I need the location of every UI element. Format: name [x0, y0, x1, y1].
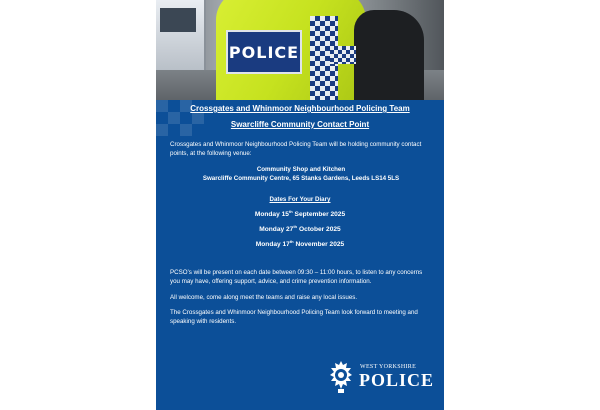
- date-item: Monday 27th October 2025: [259, 224, 341, 233]
- poster: [156, 0, 444, 410]
- logo-main-text: POLICE: [359, 370, 435, 390]
- team-title: Crossgates and Whinmoor Neighbourhood Policing Team: [190, 104, 410, 113]
- venue-address: Swarcliffe Community Centre, 65 Stanks Gardens, Leeds LS14 5LS: [202, 175, 400, 182]
- venue-name: Community Shop and Kitchen: [256, 166, 346, 173]
- header-photo: [156, 0, 444, 100]
- intro-text: Crossgates and Whinmoor Neighbourhood Policing Team will be holding community contact points, at the following venue:: [170, 141, 422, 157]
- date-item: Monday 15th September 2025: [254, 209, 346, 218]
- date-item: Monday 17th November 2025: [255, 239, 345, 248]
- closing-text: The Crossgates and Whinmoor Neighbourhood Policing Team look forward to meeting and speaking with residents.: [170, 309, 418, 325]
- police-badge: POLICE: [226, 30, 302, 74]
- event-subtitle: Swarcliffe Community Contact Point: [230, 120, 370, 129]
- attendance-text: PCSO’s will be present on each date between 09:30 – 11:00 hours, to listen to any concerns you may have, offering support, advice, and crime prevention information.: [170, 269, 423, 285]
- crest-icon: [326, 360, 356, 394]
- checker-patch: [330, 46, 356, 64]
- welcome-text: All welcome, come along meet the teams and raise any local issues.: [170, 294, 358, 301]
- dates-label: Dates For Your Diary: [269, 196, 331, 203]
- officer-sleeve-image: [354, 10, 424, 100]
- bus-image: [156, 0, 206, 70]
- logo-top-text: WEST YORKSHIRE: [360, 364, 417, 370]
- west-yorkshire-police-logo: [326, 358, 436, 398]
